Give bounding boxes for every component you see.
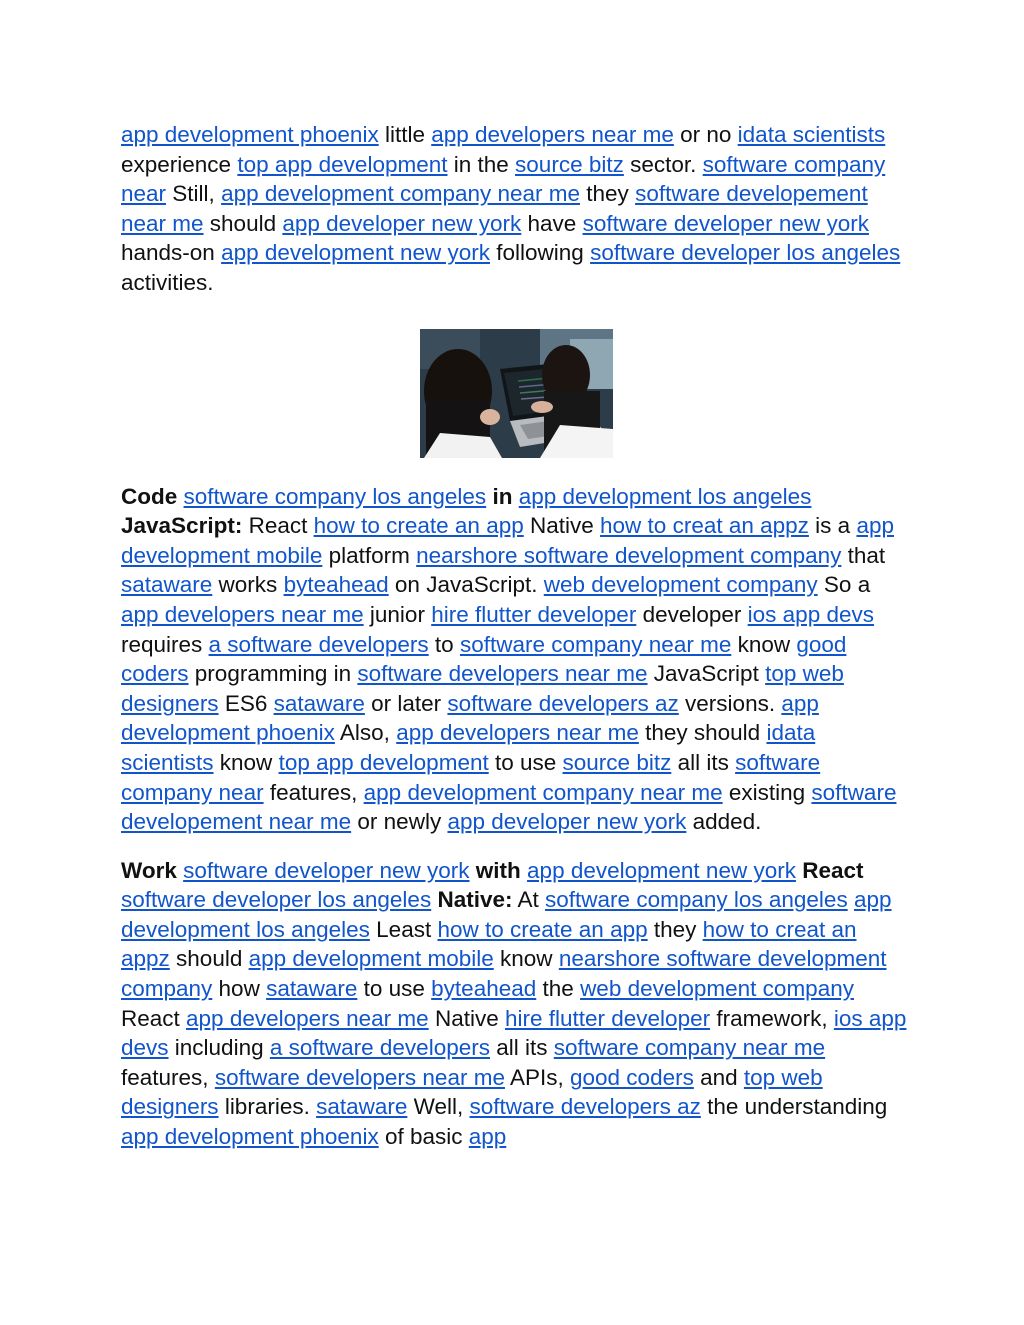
body-text: know [731,631,797,657]
bold-text: Code [121,483,178,509]
body-text: of basic [378,1124,469,1150]
inline-link[interactable]: ios app devs [747,601,874,627]
inline-link[interactable]: sataware [273,690,365,716]
inline-link[interactable]: software company near [121,749,821,805]
inline-link[interactable]: app developers near me [121,601,364,627]
inline-link[interactable]: sataware [316,1094,408,1120]
inline-link[interactable]: app development company near me [221,181,581,207]
body-text: following [490,240,591,266]
inline-link[interactable]: app development phoenix [121,122,379,147]
body-text: to use [357,976,432,1002]
inline-link[interactable]: top web designers [121,661,844,716]
inline-link[interactable]: how to create an app [313,513,524,539]
body-text: they [580,181,636,207]
body-text: versions. [678,690,782,716]
inline-link[interactable]: top web designers [121,1064,823,1120]
inline-link[interactable]: software developer los angeles [590,240,901,266]
inline-link[interactable]: source bitz [562,749,672,775]
inline-link[interactable]: app developers near me [186,1005,429,1031]
body-text: APIs, [504,1064,570,1090]
body-text: platform [322,542,417,568]
inline-link[interactable]: nearshore software development company [121,946,887,1002]
bold-text: Work [121,857,177,883]
body-text: or newly [351,809,448,835]
inline-link[interactable]: byteahead [283,572,389,598]
paragraph-2 [121,482,911,837]
bold-text: in [492,483,513,509]
bold-text: React [802,857,864,883]
inline-link[interactable]: software company los angeles [545,887,848,913]
inline-link[interactable]: app developers near me [396,720,639,746]
inline-link[interactable]: app development mobile [248,946,494,972]
inline-link[interactable]: byteahead [431,976,537,1002]
inline-link[interactable]: app development new york [221,240,490,266]
inline-link[interactable]: app development company near me [363,779,723,805]
body-text: that [841,542,886,568]
inline-link[interactable]: software developers near me [357,661,648,687]
inline-link[interactable]: how to create an app [437,916,648,942]
body-text: works [212,572,284,598]
body-text: little [378,122,432,147]
inline-link[interactable]: a software developers [269,1035,490,1061]
body-text: the understanding [700,1094,888,1120]
body-text: React [121,1005,187,1031]
body-text: all its [489,1035,554,1061]
body-text: is a [808,513,857,539]
body-text: activities. [121,269,214,295]
body-text: developer [636,601,748,627]
inline-link[interactable]: idata scientists [121,720,816,775]
body-text: they should [638,720,767,746]
body-text: hands-on [121,240,222,266]
body-text: Still, [166,181,222,207]
body-text: So a [817,572,871,598]
inline-link[interactable]: app [468,1124,507,1150]
inline-link[interactable]: software developer los angeles [121,887,432,913]
inline-link[interactable]: software developer new york [183,857,470,883]
inline-link[interactable]: hire flutter developer [431,601,637,627]
inline-link[interactable]: software developement near me [121,779,897,835]
body-text: programming in [188,661,358,687]
inline-link[interactable]: app development los angeles [518,483,812,509]
paragraph-1 [121,120,911,298]
body-text: know [213,749,279,775]
body-text: Least [369,916,438,942]
body-text: requires [121,631,209,657]
body-text: including [168,1035,270,1061]
inline-link[interactable]: software developement near me [121,181,868,236]
inline-link[interactable]: source bitz [515,151,624,177]
inline-link[interactable]: web development company [580,976,854,1002]
body-text: At [512,887,546,913]
body-text: how [212,976,267,1002]
inline-link[interactable]: top app development [278,749,489,775]
body-text: the [536,976,581,1002]
body-text: should [169,946,249,972]
inline-link[interactable]: app development los angeles [121,887,892,942]
inline-link[interactable]: software developers az [447,690,679,716]
photo-container [121,329,911,458]
body-text: junior [363,601,432,627]
body-text: added. [686,809,762,835]
body-text: have [521,210,583,236]
photo-two-women-at-laptop-icon [420,329,613,458]
bold-text: JavaScript: [121,513,243,539]
inline-link[interactable]: app development mobile [121,513,894,568]
body-text: they [647,916,703,942]
inline-link[interactable]: sataware [266,976,358,1002]
body-text: ES6 [218,690,274,716]
inline-link[interactable]: app development new york [527,857,796,883]
inline-link[interactable]: how to creat an appz [600,513,809,539]
body-text: framework, [710,1005,834,1031]
inline-link[interactable]: software company near me [459,631,732,657]
inline-link[interactable]: app development phoenix [121,690,819,746]
paragraph-3 [121,856,911,1152]
body-text: Well, [407,1094,470,1120]
inline-link[interactable]: app developers near me [431,122,674,147]
inline-link[interactable]: a software developers [208,631,429,657]
body-text: React [242,513,314,539]
inline-link[interactable]: top app development [237,151,448,177]
inline-link[interactable]: good coders [121,631,847,687]
body-text: libraries. [218,1094,317,1120]
inline-link[interactable]: nearshore software development company [416,542,842,568]
document-page [121,120,911,1152]
bold-text: with [475,857,521,883]
body-text: should [203,210,283,236]
body-text: Native [428,1005,505,1031]
inline-link[interactable]: software company near me [553,1035,826,1061]
body-text: features, [121,1064,215,1090]
body-text: experience [121,151,238,177]
inline-link[interactable]: idata scientists [737,122,886,147]
body-text: on JavaScript. [388,572,544,598]
body-text: to use [488,749,563,775]
body-text: or no [673,122,738,147]
inline-link[interactable]: how to creat an appz [121,916,857,972]
inline-link[interactable]: app development phoenix [121,1124,379,1150]
bold-text: Native: [437,887,513,913]
body-text: Native [523,513,601,539]
inline-link[interactable]: software company los angeles [183,483,487,509]
inline-link[interactable]: software developer new york [582,210,869,236]
body-text: sector. [623,151,703,177]
body-text: existing [722,779,812,805]
inline-link[interactable]: sataware [121,572,213,598]
inline-link[interactable]: software developers az [469,1094,701,1120]
body-text: to [428,631,460,657]
inline-link[interactable]: hire flutter developer [504,1005,711,1031]
body-text: in the [447,151,516,177]
body-text: features, [263,779,364,805]
inline-link[interactable]: software company near [121,151,886,207]
inline-link[interactable]: ios app devs [121,1005,907,1061]
inline-link[interactable]: good coders [570,1064,694,1090]
body-text: JavaScript [647,661,766,687]
inline-link[interactable]: app developer new york [282,210,522,236]
inline-link[interactable]: web development company [543,572,818,598]
body-text: all its [671,749,736,775]
inline-link[interactable]: software developers near me [214,1064,505,1090]
inline-link[interactable]: app developer new york [447,809,687,835]
body-text: or later [364,690,448,716]
body-text: know [493,946,559,972]
body-text: and [693,1064,744,1090]
body-text: Also, [334,720,397,746]
